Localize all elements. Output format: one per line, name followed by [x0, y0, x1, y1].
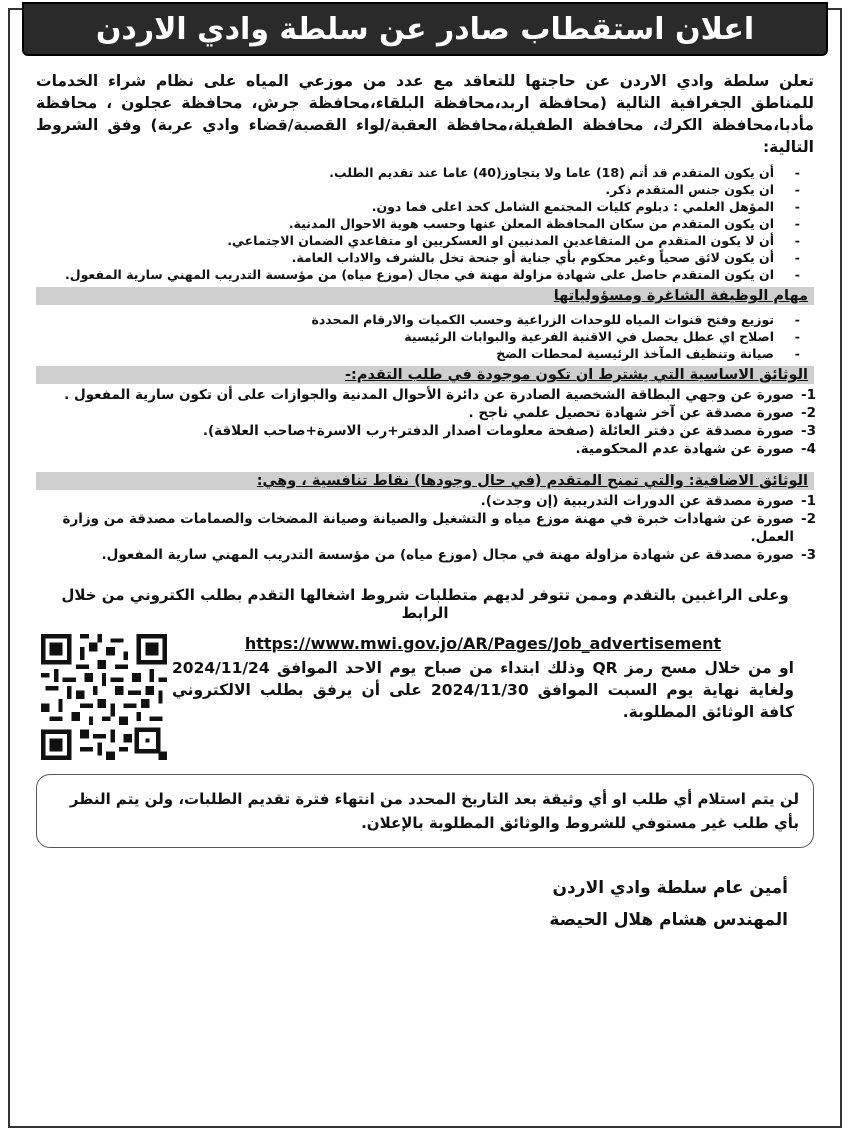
item-text: صورة عن وجهي البطاقة الشخصية الصادرة عن دائرة الأحوال المدنية والجوازات على أن تكون سارية المفعول .: [64, 387, 794, 403]
application-link[interactable]: https://www.mwi.gov.jo/AR/Pages/Job_advertisement: [244, 634, 722, 653]
apply-instructions: وعلى الراغبين بالتقدم وممن تتوفر لديهم متطلبات شروط اشغالها التقدم بطلب الكتروني من خلال الرابط: [61, 586, 789, 622]
signature-title: أمين عام سلطة وادي الاردن: [552, 878, 788, 898]
conditions-list: [36, 164, 814, 283]
extra-doc-item: [36, 510, 816, 546]
signature-name: المهندس هشام هلال الحيصة: [549, 910, 788, 930]
condition-item: - المؤهل العلمي : دبلوم كليات المجتمع الشامل كحد اعلى فما دون.: [36, 198, 774, 215]
notice-box: لن يتم استلام أي طلب او أي وثيقة بعد التاريخ المحدد من انتهاء فترة تقديم الطلبات، ولن يتم النظر بأي طلب غير مستوفي للشروط والوثائق المطلوبة بالإعلان.: [36, 774, 814, 848]
basic-doc-item: [36, 440, 816, 458]
item-text: صورة مصدقة عن دفتر العائلة (صفحة معلومات اصدار الدفتر+رب الاسرة+صاحب العلاقة).: [202, 423, 794, 439]
duty-item: - توزيع وفتح قنوات المياه للوحدات الزراعية وحسب الكميات والارقام المحددة: [36, 311, 774, 328]
extra-docs-list: [36, 492, 814, 564]
item-text: صورة عن شهادات خبرة في مهنة موزع مياه و التشغيل والصيانة وصيانة المضخات والصمامات مصدقة من وزارة العمل.: [62, 511, 794, 545]
duty-item: - اصلاح اي عطل يحصل في الاقنية الفرعية والبوابات الرئيسية: [36, 328, 774, 345]
duty-item: - صيانة وتنظيف المآخذ الرئيسية لمحطات الضخ: [36, 345, 774, 362]
basic-docs-heading: الوثائق الاساسية التي يشترط ان تكون موجودة في طلب التقدم:-: [36, 366, 814, 384]
condition-item: - أن يكون لائق صحياً وغير محكوم بأي جناية أو جنحة تخل بالشرف والاداب العامة.: [36, 249, 774, 266]
duties-heading: مهام الوظيفة الشاغرة ومسؤولياتها: [36, 287, 814, 305]
announcement-page: [8, 8, 842, 1128]
item-text: صورة عن شهادة عدم المحكومية.: [575, 441, 794, 457]
basic-doc-item: [36, 422, 816, 440]
apply-section: [36, 634, 814, 760]
intro-paragraph: تعلن سلطة وادي الاردن عن حاجتها للتعاقد مع عدد من موزعي المياه على نظام شراء الخدمات للمناطق الجغرافية التالية (محافظة اربد،محافظة البلقاء،محافظة جرش، محافظة عجلون ، محافظة مأدبا،محافظة الكرك، محافظة الطفيلة،محافظة العقبة/لواء القصبة/قضاء وادي عربة) وفق الشروط التالية:: [36, 72, 814, 156]
basic-doc-item: [36, 404, 816, 422]
item-number: 3-: [800, 547, 816, 563]
item-number: 4-: [800, 441, 816, 457]
item-number: 2-: [800, 405, 816, 421]
condition-item: - أن لا يكون المتقدم من المتقاعدين المدنيين او العسكريين او متقاعدي الضمان الاجتماعي.: [36, 232, 774, 249]
item-text: صورة مصدقة عن شهادة مزاولة مهنة في مجال (موزع مياه) من مؤسسة التدريب المهني سارية المفعول.: [101, 547, 794, 563]
signature-block: [36, 872, 814, 936]
basic-doc-item: [36, 386, 816, 404]
item-number: 1-: [800, 493, 816, 509]
condition-item: - أن يكون المتقدم قد أتم (18) عاما ولا يتجاوز(40) عاما عند تقديم الطلب.: [36, 164, 774, 181]
apply-details: [172, 634, 814, 760]
condition-item: - ان يكون المتقدم من سكان المحافظة المعلن عنها وحسب هوية الاحوال المدنية.: [36, 215, 774, 232]
item-text: صورة مصدقة عن الدورات التدريبية (إن وجدت).: [480, 493, 794, 509]
extra-doc-item: [36, 546, 816, 564]
application-period: او من خلال مسح رمز QR وذلك ابتداء من صباح يوم الاحد الموافق 2024/11/24 ولغاية نهاية يوم السبت الموافق 2024/11/30 على أن يرفق بطلب الالكتروني كافة الوثائق المطلوبة.: [172, 659, 794, 721]
item-number: 2-: [800, 511, 816, 527]
duties-list: [36, 311, 814, 362]
item-number: 3-: [800, 423, 816, 439]
extra-docs-heading: الوثائق الاضافية: والتي تمنح المتقدم (في حال وجودها) نقاط تنافسية ، وهي:: [36, 472, 814, 490]
announcement-body: [36, 70, 814, 936]
item-number: 1-: [800, 387, 816, 403]
extra-doc-item: [36, 492, 816, 510]
basic-docs-list: [36, 386, 814, 458]
item-text: صورة مصدقة عن آخر شهادة تحصيل علمي ناجح .: [468, 405, 794, 421]
condition-item: - ان يكون المتقدم حاصل على شهادة مزاولة مهنة في مجال (موزع مياه) من مؤسسة التدريب المهني سارية المفعول.: [36, 266, 774, 283]
qr-code-icon[interactable]: [36, 634, 172, 760]
page-title: اعلان استقطاب صادر عن سلطة وادي الاردن: [22, 2, 828, 56]
condition-item: - ان يكون جنس المتقدم ذكر.: [36, 181, 774, 198]
